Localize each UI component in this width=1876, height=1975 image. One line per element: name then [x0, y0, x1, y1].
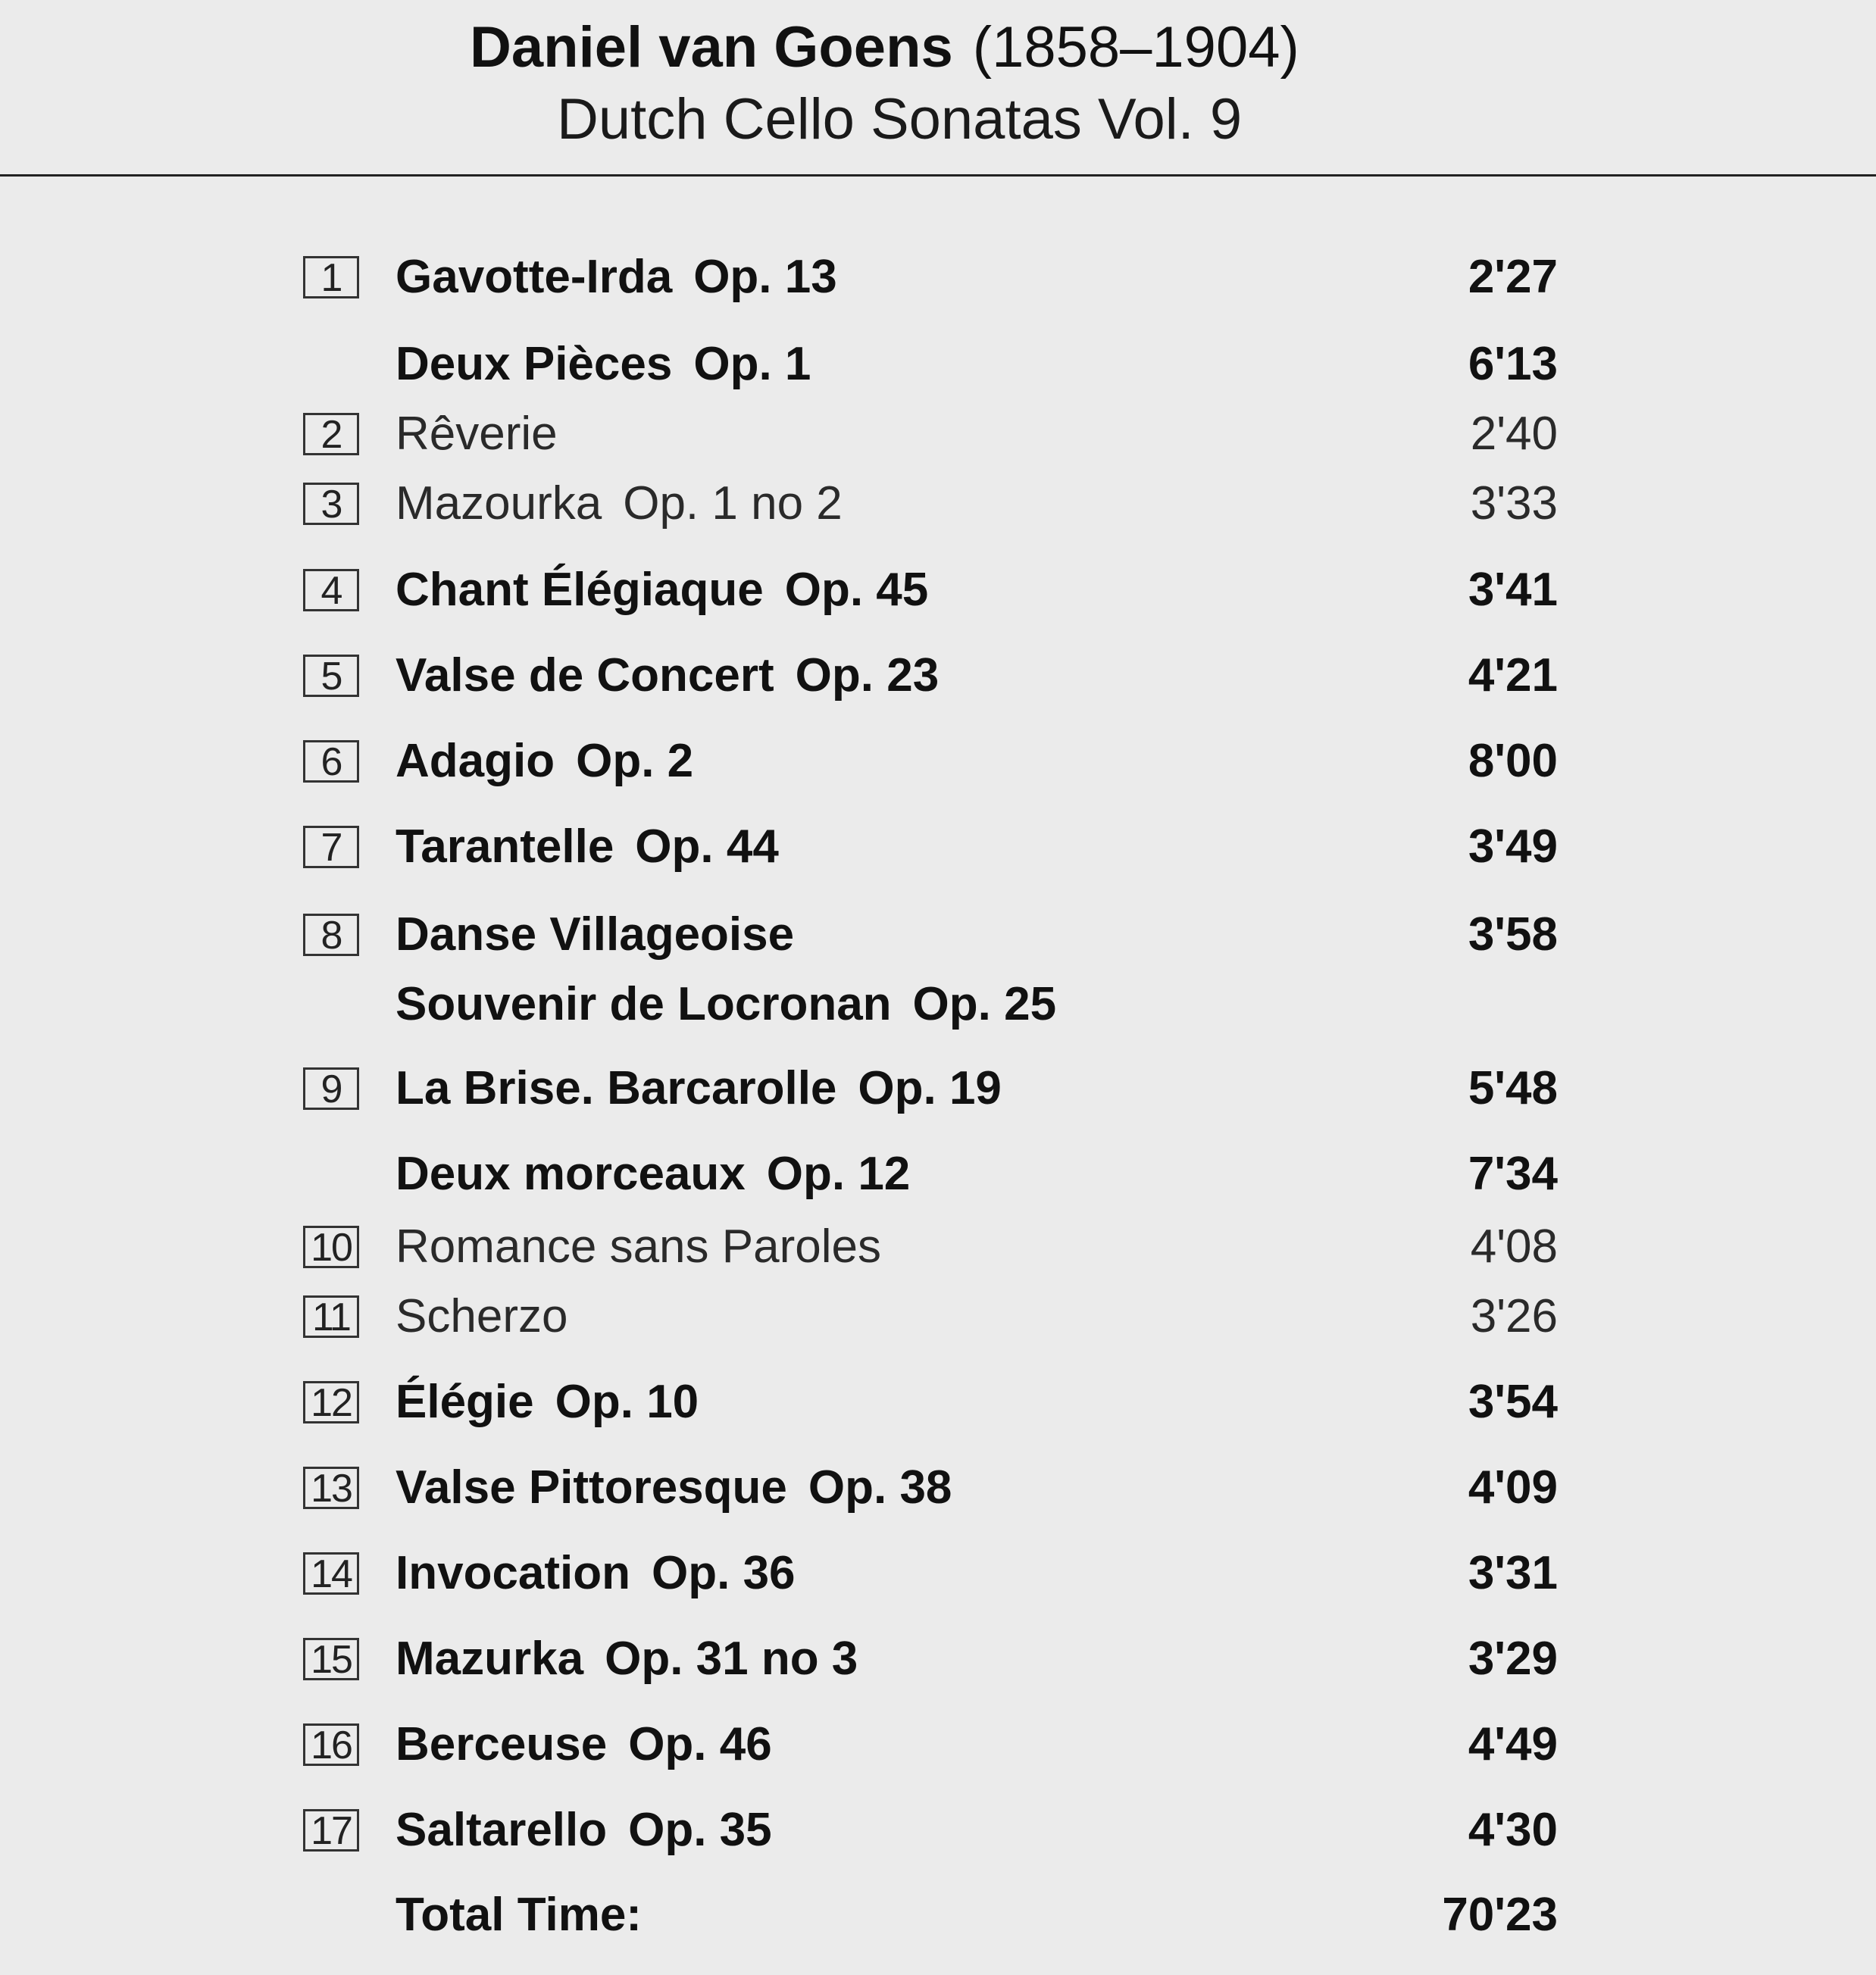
track-title: Tarantelle [396, 820, 614, 873]
track-title-line [396, 645, 939, 706]
track-title: Valse de Concert [396, 649, 774, 702]
track-title: Gavotte-Irda [396, 251, 673, 303]
track-duration: 7'34 [1468, 1148, 1558, 1200]
track-number-box: 17 [303, 1809, 359, 1852]
track-opus: Op. 46 [628, 1718, 772, 1770]
track-number-box: 14 [303, 1552, 359, 1595]
track-number-box: 15 [303, 1638, 359, 1680]
total-duration: 70'23 [1442, 1889, 1558, 1941]
track-opus: Op. 45 [784, 564, 929, 616]
track-opus: Op. 31 no 3 [605, 1633, 858, 1685]
track-title-line [396, 1372, 699, 1433]
track-row [0, 1461, 1876, 1527]
track-duration: 3'54 [1468, 1376, 1558, 1428]
track-title: Invocation [396, 1547, 631, 1599]
track-title-line [396, 905, 794, 965]
track-number-box: 13 [303, 1467, 359, 1509]
track-row [0, 1290, 1876, 1356]
track-title: Rêverie [396, 408, 558, 460]
track-row [0, 408, 1876, 473]
track-title-line [396, 473, 843, 534]
track-number-box: 16 [303, 1723, 359, 1766]
track-title: La Brise. Barcarolle [396, 1062, 837, 1114]
track-title-line [396, 404, 558, 464]
track-duration: 3'33 [1470, 477, 1558, 530]
track-title: Souvenir de Locronan [396, 978, 892, 1030]
track-title-line [396, 334, 811, 395]
track-row [0, 564, 1876, 630]
track-title-line [396, 247, 837, 308]
track-number-box: 3 [303, 483, 359, 525]
track-row [0, 820, 1876, 886]
track-title-line [396, 731, 693, 792]
track-number-box: 2 [303, 413, 359, 455]
track-duration: 3'29 [1468, 1633, 1558, 1685]
composer-name: Daniel van Goens [470, 15, 953, 80]
track-duration: 3'41 [1468, 564, 1558, 616]
track-title-line [396, 1543, 796, 1604]
track-duration: 4'08 [1470, 1220, 1558, 1273]
track-row [0, 908, 1876, 974]
track-row [0, 1376, 1876, 1442]
track-title: Deux Pièces [396, 338, 673, 390]
track-opus: Op. 36 [652, 1547, 796, 1599]
track-row [0, 251, 1876, 317]
track-number-box: 5 [303, 655, 359, 697]
track-number-box: 4 [303, 569, 359, 611]
track-number-box: 6 [303, 740, 359, 783]
track-title: Danse Villageoise [396, 908, 795, 961]
track-title-line [396, 1458, 952, 1518]
track-duration: 2'40 [1470, 408, 1558, 460]
track-opus: Op. 1 [693, 338, 811, 390]
track-row [0, 1220, 1876, 1286]
track-duration: 2'27 [1468, 251, 1558, 303]
track-number-box: 12 [303, 1381, 359, 1423]
track-title: Valse Pittoresque [396, 1461, 787, 1514]
track-duration: 8'00 [1468, 735, 1558, 787]
composer-dates: (1858–1904) [972, 15, 1299, 80]
track-opus: Op. 35 [628, 1804, 772, 1856]
track-number-box: 7 [303, 826, 359, 868]
track-title-line [396, 1714, 772, 1775]
track-title: Élégie [396, 1376, 534, 1428]
track-duration: 4'30 [1468, 1804, 1558, 1856]
track-row [0, 1804, 1876, 1870]
track-row [0, 1633, 1876, 1698]
track-duration: 3'58 [1468, 908, 1558, 961]
track-row [0, 477, 1876, 543]
track-row [0, 1062, 1876, 1128]
track-row [0, 338, 1876, 404]
album-subtitle: Dutch Cello Sonatas Vol. 9 [557, 87, 1243, 152]
track-title-line [396, 1629, 858, 1689]
track-duration: 3'26 [1470, 1290, 1558, 1342]
track-title-line [396, 560, 928, 620]
track-opus: Op. 10 [555, 1376, 699, 1428]
track-opus: Op. 25 [912, 978, 1057, 1030]
track-title-line [396, 1217, 881, 1277]
track-row [0, 1718, 1876, 1784]
track-title: Deux morceaux [396, 1148, 746, 1200]
track-opus: Op. 1 no 2 [623, 477, 843, 530]
track-row [0, 735, 1876, 801]
track-title-line [396, 1144, 910, 1205]
track-row [0, 649, 1876, 715]
track-number-box: 11 [303, 1295, 359, 1338]
total-label: Total Time: [396, 1889, 642, 1941]
track-row [0, 978, 1876, 1044]
track-title: Saltarello [396, 1804, 608, 1856]
track-row [0, 1547, 1876, 1613]
track-opus: Op. 19 [858, 1062, 1002, 1114]
track-number-box: 9 [303, 1067, 359, 1110]
track-title-line [396, 974, 1056, 1035]
track-opus: Op. 13 [693, 251, 837, 303]
track-title: Berceuse [396, 1718, 608, 1770]
track-duration: 6'13 [1468, 338, 1558, 390]
track-number-box: 10 [303, 1226, 359, 1268]
track-title-line [396, 817, 779, 877]
track-title-line [396, 1286, 567, 1347]
track-opus: Op. 12 [766, 1148, 911, 1200]
track-number-box: 1 [303, 256, 359, 298]
track-title: Romance sans Paroles [396, 1220, 881, 1273]
track-title-line [396, 1058, 1002, 1119]
track-title-line [396, 1800, 772, 1861]
track-duration: 4'09 [1468, 1461, 1558, 1514]
track-opus: Op. 23 [795, 649, 940, 702]
track-title: Mazourka [396, 477, 602, 530]
track-title: Mazurka [396, 1633, 584, 1685]
track-opus: Op. 44 [635, 820, 779, 873]
track-duration: 5'48 [1468, 1062, 1558, 1114]
track-opus: Op. 2 [576, 735, 694, 787]
total-row [0, 1889, 1876, 1955]
track-duration: 3'49 [1468, 820, 1558, 873]
track-number-box: 8 [303, 914, 359, 956]
track-title: Scherzo [396, 1290, 568, 1342]
track-duration: 4'21 [1468, 649, 1558, 702]
track-duration: 4'49 [1468, 1718, 1558, 1770]
track-title: Adagio [396, 735, 555, 787]
track-opus: Op. 38 [808, 1461, 952, 1514]
track-duration: 3'31 [1468, 1547, 1558, 1599]
track-title: Chant Élégiaque [396, 564, 764, 616]
track-row [0, 1148, 1876, 1214]
